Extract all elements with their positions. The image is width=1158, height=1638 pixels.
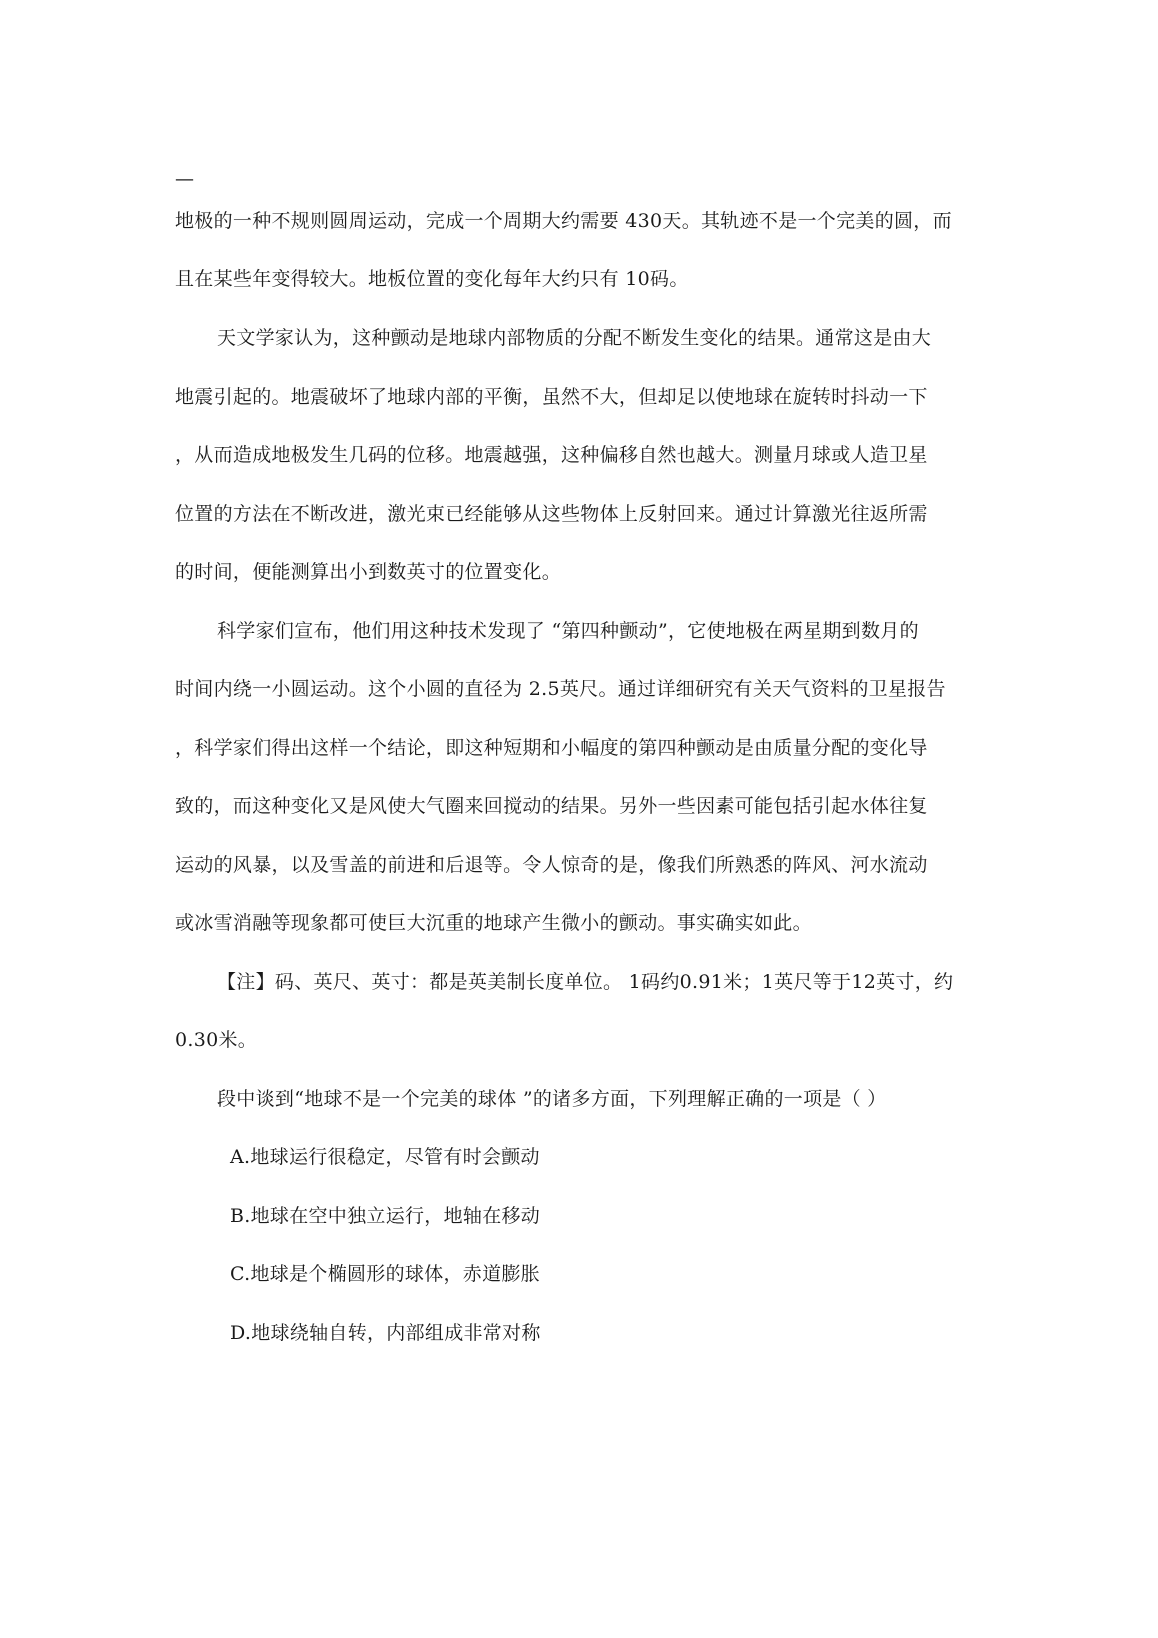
option-c: C.地球是个椭圆形的球体，赤道膨胀 [230,1263,541,1285]
text-line-10: ，科学家们得出这样一个结论，即这种短期和小幅度的第四种颤动是由质量分配的变化导 [175,737,928,759]
text-line-12: 运动的风暴，以及雪盖的前进和后退等。令人惊奇的是，像我们所熟悉的阵风、河水流动 [175,854,928,876]
text-line-9: 时间内绕一小圆运动。这个小圆的直径为 2.5英尺。通过详细研究有关天气资料的卫星报告 [175,678,946,700]
option-b: B.地球在空中独立运行，地轴在移动 [230,1205,541,1227]
text-line-3: 天文学家认为，这种颤动是地球内部物质的分配不断发生变化的结果。通常这是由大 [217,327,932,349]
option-a: A.地球运行很稳定，尽管有时会颤动 [230,1146,540,1168]
text-line-8: 科学家们宣布，他们用这种技术发现了 “第四种颤动”，它使地极在两星期到数月的 [217,620,919,642]
question-text: 段中谈到“地球不是一个完美的球体 ”的诸多方面，下列理解正确的一项是（ ） [217,1088,887,1110]
text-line-11: 致的，而这种变化又是风使大气圈来回搅动的结果。另外一些因素可能包括引起水体往复 [175,795,928,817]
text-line-6: 位置的方法在不断改进，激光束已经能够从这些物体上反射回来。通过计算激光往返所需 [175,503,928,525]
top-dash: — [175,168,194,190]
text-line-4: 地震引起的。地震破坏了地球内部的平衡，虽然不大，但却足以使地球在旋转时抖动一下 [175,386,928,408]
text-line-7: 的时间，便能测算出小到数英寸的位置变化。 [175,561,562,583]
text-line-13: 或冰雪消融等现象都可使巨大沉重的地球产生微小的颤动。事实确实如此。 [175,912,812,934]
note-line-1: 【注】码、英尺、英寸：都是英美制长度单位。 1码约0.91米；1英尺等于12英寸，约 [217,971,954,993]
text-line-2: 且在某些年变得较大。地板位置的变化每年大约只有 10码。 [175,268,689,290]
note-line-2: 0.30米。 [175,1029,258,1051]
option-d: D.地球绕轴自转，内部组成非常对称 [230,1322,541,1344]
text-line-1: 地极的一种不规则圆周运动，完成一个周期大约需要 430天。其轨迹不是一个完美的圆，而 [175,210,952,232]
text-line-5: ，从而造成地极发生几码的位移。地震越强，这种偏移自然也越大。测量月球或人造卫星 [175,444,928,466]
